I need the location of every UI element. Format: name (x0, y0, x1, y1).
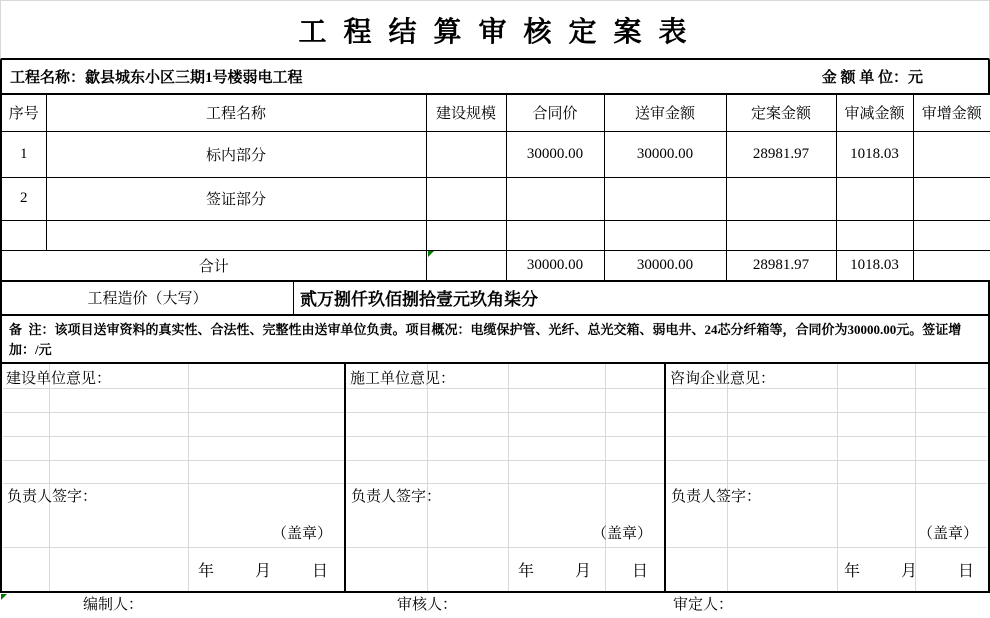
project-header-row (0, 60, 990, 93)
cell-seq: 1 (1, 131, 46, 177)
opinion-owner (2, 364, 344, 591)
reviewer-label: 审核人： (397, 597, 458, 613)
table-row (1, 177, 990, 220)
column-header: 建设规模 (426, 94, 506, 131)
cell-submitted: 30000.00 (604, 250, 726, 281)
cell-submitted: 30000.00 (604, 131, 726, 177)
cell-increase (913, 220, 990, 250)
cell-error-flag-icon (428, 251, 434, 257)
opinion-contractor (346, 364, 664, 591)
year-label: 年 (844, 562, 861, 580)
table-row (1, 220, 990, 250)
cell-project (46, 220, 426, 250)
cell-error-flag-icon (1, 594, 7, 600)
cell-increase (913, 250, 990, 281)
cost-in-words-label: 工程造价（大写） (2, 281, 294, 314)
column-header: 审减金额 (836, 94, 913, 131)
cell-contract: 30000.00 (506, 250, 604, 281)
title-band (0, 0, 990, 60)
opinion-consultant (666, 364, 990, 591)
opinion-title: 建设单位意见： (6, 371, 112, 387)
cell-seq (1, 220, 46, 250)
column-header: 工程名称 (46, 94, 426, 131)
year-label: 年 (518, 562, 535, 580)
opinions-section (0, 364, 990, 593)
signer-label: 负责人签字： (671, 489, 762, 505)
cell-reduce (836, 220, 913, 250)
seal-label: （盖章） (271, 526, 332, 542)
cell-submitted (604, 220, 726, 250)
date-line (186, 547, 344, 591)
cell-reduce: 1018.03 (836, 250, 913, 281)
month-label: 月 (254, 562, 271, 580)
day-label: 日 (311, 562, 328, 580)
cell-scale (426, 220, 506, 250)
section-divider (344, 364, 346, 591)
cell-reduce (836, 177, 913, 220)
footer-signatures-row (0, 593, 990, 618)
cell-contract (506, 220, 604, 250)
opinion-title: 施工单位意见： (350, 371, 456, 387)
cell-scale (426, 250, 506, 281)
cell-seq: 2 (1, 177, 46, 220)
cell-final (726, 220, 836, 250)
cell-final: 28981.97 (726, 131, 836, 177)
total-label: 合计 (1, 250, 426, 281)
cost-in-words-row (0, 280, 990, 316)
column-header: 序号 (1, 94, 46, 131)
column-header: 送审金额 (604, 94, 726, 131)
opinion-title: 咨询企业意见： (670, 371, 776, 387)
cell-increase (913, 131, 990, 177)
cell-project: 标内部分 (46, 131, 426, 177)
column-header: 审增金额 (913, 94, 990, 131)
column-header: 合同价 (506, 94, 604, 131)
settlement-table (0, 93, 990, 282)
year-label: 年 (198, 562, 215, 580)
cell-final (726, 177, 836, 220)
date-line (506, 547, 664, 591)
seal-label: （盖章） (591, 526, 652, 542)
cell-project: 签证部分 (46, 177, 426, 220)
cell-submitted (604, 177, 726, 220)
date-line (832, 547, 990, 591)
cell-scale (426, 177, 506, 220)
page-title: 工 程 结 算 审 核 定 案 表 (298, 16, 692, 48)
day-label: 日 (631, 562, 648, 580)
cell-increase (913, 177, 990, 220)
month-label: 月 (574, 562, 591, 580)
remarks-note: 备 注：该项目送审资料的真实性、合法性、完整性由送审单位负责。项目概况：电缆保护管、光纤、总光交箱、弱电井、24芯分纤箱等，合同价为30000.00元。签证增加：/元 (0, 316, 990, 364)
cell-scale (426, 131, 506, 177)
cell-reduce: 1018.03 (836, 131, 913, 177)
project-name-label: 工程名称：歙县城东小区三期1号楼弱电工程 (10, 70, 303, 86)
preparer-label: 编制人： (83, 597, 144, 613)
signer-label: 负责人签字： (7, 489, 98, 505)
cell-contract: 30000.00 (506, 131, 604, 177)
cost-in-words-value: 贰万捌仟玖佰捌拾壹元玖角柒分 (300, 290, 538, 309)
seal-label: （盖章） (917, 526, 978, 542)
cell-contract (506, 177, 604, 220)
day-label: 日 (957, 562, 974, 580)
cell-final: 28981.97 (726, 250, 836, 281)
month-label: 月 (900, 562, 917, 580)
section-divider (664, 364, 666, 591)
table-row (1, 131, 990, 177)
amount-unit-label: 金 额 单 位：元 (821, 70, 923, 86)
total-row (1, 250, 990, 281)
table-header-row (1, 94, 990, 131)
column-header: 定案金额 (726, 94, 836, 131)
approver-label: 审定人： (673, 597, 734, 613)
signer-label: 负责人签字： (351, 489, 442, 505)
